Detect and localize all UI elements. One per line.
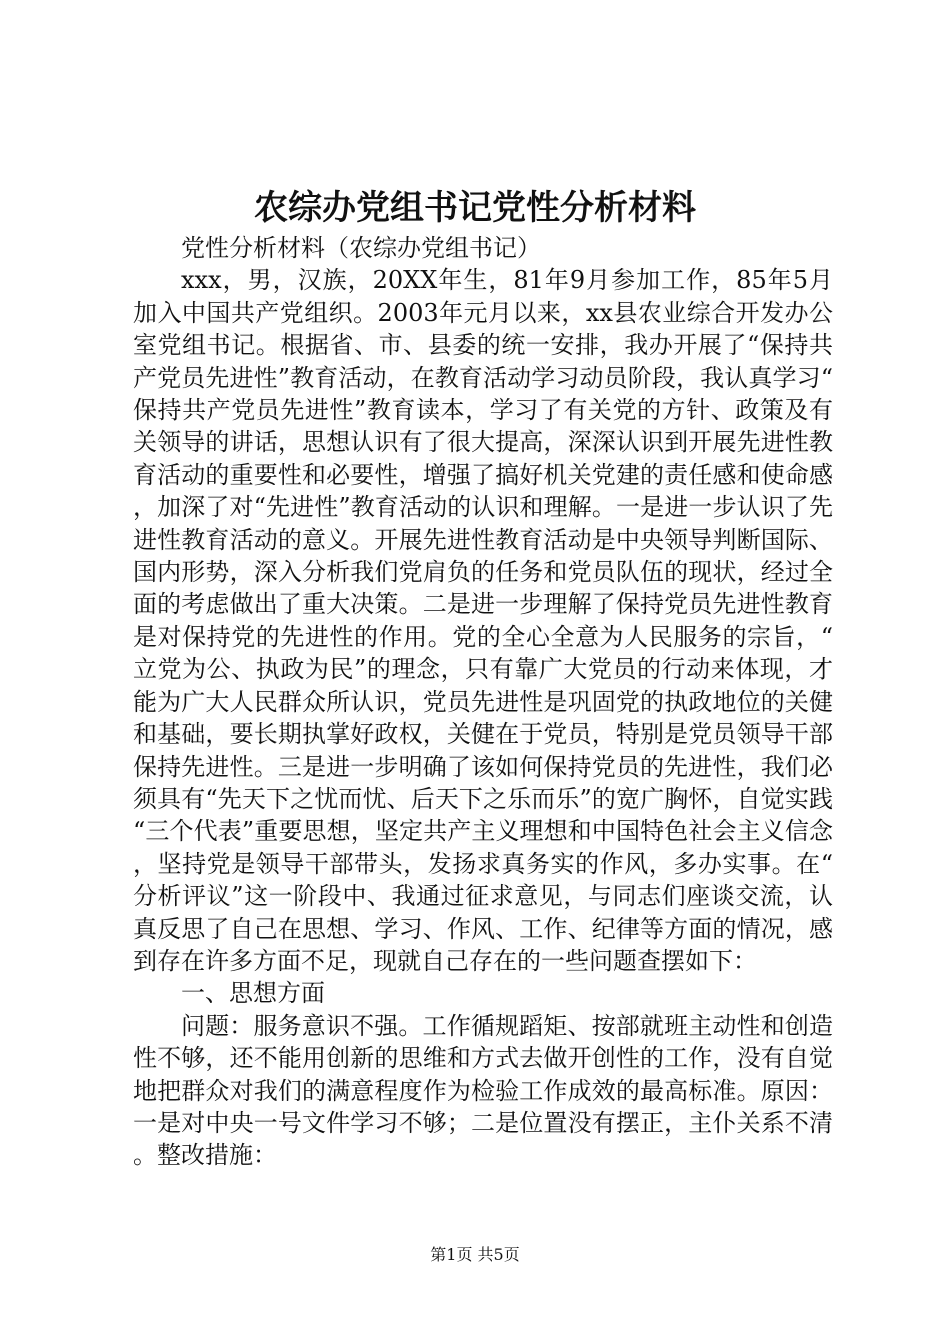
paragraph-problem: 问题：服务意识不强。工作循规蹈矩、按部就班主动性和创造性不够，还不能用创新的思维和方式去做开创性的工作，没有自觉地把群众对我们的满意程度作为检验工作成效的最高标准。原因：一是对中央一号文件学习不够；二是位置没有摆正，主仆关系不清。整改措施： [133,1011,833,1170]
paragraph-introduction: xxx，男，汉族，20XX年生，81年9月参加工作，85年5月加入中国共产党组织。2003年元月以来，xx县农业综合开发办公室党组书记。根据省、市、县委的统一安排，我办开展了“保持共产党员先进性”教育活动，在教育活动学习动员阶段，我认真学习“保持共产党员先进性”教育读本，学习了有关党的方针、政策及有关领导的讲话，思想认识有了很大提高，深深认识到开展先进性教育活动的重要性和必要性，增强了搞好机关党建的责任感和使命感，加深了对“先进性”教育活动的认识和理解。一是进一步认识了先进性教育活动的意义。开展先进性教育活动是中央领导判断国际、国内形势，深入分析我们党肩负的任务和党员队伍的现状，经过全面的考虑做出了重大决策。二是进一步理解了保持党员先进性教育是对保持党的先进性的作用。党的全心全意为人民服务的宗旨，“立党为公、执政为民”的理念，只有靠广大党员的行动来体现，才能为广大人民群众所认识，党员先进性是巩固党的执政地位的关健和基础，要长期执掌好政权，关健在于党员，特别是党员领导干部保持先进性。三是进一步明确了该如何保持党员的先进性，我们必须具有“先天下之忧而忧、后天下之乐而乐”的宽广胸怀，自觉实践“三个代表”重要思想，坚定共产主义理想和中国特色社会主义信念，坚持党是领导干部带头，发扬求真务实的作风，多办实事。在“分析评议”这一阶段中、我通过征求意见，与同志们座谈交流，认真反思了自己在思想、学习、作风、工作、纪律等方面的情况，感到存在许多方面不足，现就自己存在的一些问题查摆如下： [133,266,833,975]
paragraph-subtitle: 党性分析材料（农综办党组书记） [181,234,541,262]
document-body [133,232,833,1172]
page-number-footer: 第1页 共5页 [430,1245,520,1264]
document-title: 农综办党组书记党性分析材料 [254,188,696,228]
section-heading-thought: 一、思想方面 [181,979,325,1008]
